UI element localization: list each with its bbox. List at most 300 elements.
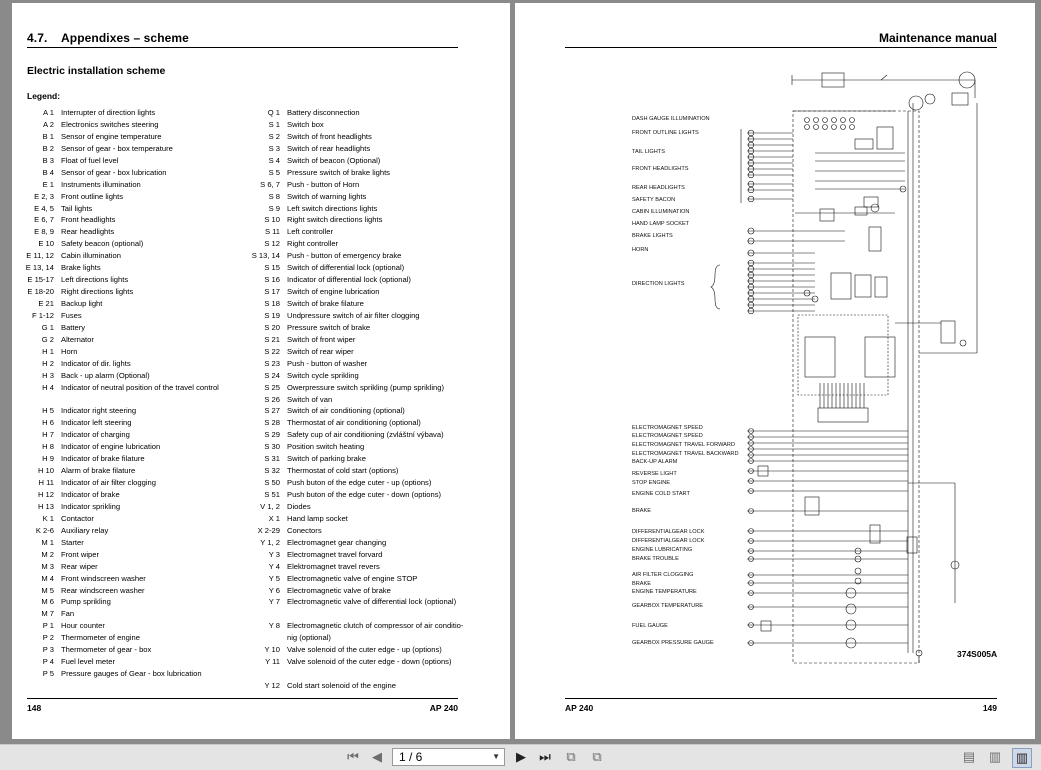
legend-code: Y 11 (265, 657, 280, 667)
legend-description: Front headlights (61, 215, 116, 225)
legend-code: P 5 (42, 669, 54, 679)
legend-description: Hour counter (61, 621, 105, 631)
schematic-label: BRAKE TROUBLE (632, 556, 679, 562)
legend-code: Y 12 (264, 681, 280, 691)
legend-item (242, 250, 402, 262)
legend-item (12, 179, 141, 191)
schematic-label: ENGINE TEMPERATURE (632, 589, 697, 595)
legend-code: Q 1 (267, 108, 280, 117)
legend-description: Front outline lights (61, 191, 124, 201)
legend-item (12, 513, 94, 525)
legend-code: S 13, 14 (251, 251, 280, 261)
continuous-view-icon[interactable]: ▥ (988, 749, 1002, 764)
legend-code: E 21 (38, 299, 54, 308)
legend-item (242, 513, 348, 525)
legend-item (12, 298, 103, 310)
legend-code: H 11 (38, 478, 54, 488)
legend-code: H 7 (42, 430, 54, 440)
copy-icon[interactable]: ⧉ (592, 749, 602, 764)
legend-description: Right controller (287, 239, 339, 249)
legend-description: Tail lights (61, 203, 93, 213)
legend-description: Indicator of engine lubrication (61, 442, 161, 452)
legend-code: K 2-6 (35, 525, 54, 535)
section-title-text: Appendixes – scheme (61, 31, 189, 45)
two-page-view-icon[interactable]: ▥ (1012, 748, 1032, 768)
legend-code: Y 3 (268, 549, 280, 559)
legend-item (242, 286, 380, 298)
legend-code: E 4, 5 (34, 203, 54, 213)
legend-item (12, 214, 116, 226)
legend-code: S 18 (264, 299, 280, 308)
legend-item (12, 203, 93, 215)
legend-description: Owerpressure switch sprikling (pump sprikling) (287, 382, 444, 392)
subtitle: Electric installation scheme (27, 65, 166, 77)
legend-code: X 2-29 (257, 525, 280, 535)
legend-code: Y 1, 2 (260, 537, 280, 547)
legend-description: Electromagnetic clutch of compressor of air conditio-nig (optional) (287, 621, 464, 643)
legend-item (242, 322, 371, 334)
legend-code: S 11 (264, 227, 280, 237)
legend-code: S 8 (268, 191, 280, 201)
legend-description: Rear wiper (61, 561, 98, 571)
legend-item (12, 453, 145, 465)
legend-item (242, 203, 378, 215)
legend-item (242, 656, 452, 680)
rotate-icon[interactable]: ⧉ (566, 749, 576, 764)
schematic-label: HORN (632, 247, 649, 253)
legend-code: S 9 (268, 203, 280, 213)
legend-code: P 1 (42, 621, 54, 631)
legend-description: Indicator of dir. lights (61, 358, 131, 368)
legend-item (242, 417, 421, 429)
legend-code: S 17 (264, 287, 280, 297)
legend-code: S 2 (268, 131, 280, 141)
legend-code: S 6, 7 (260, 179, 280, 189)
legend-item (12, 585, 145, 597)
legend-description: Valve solenoid of the cuter edge - up (options) (287, 645, 442, 655)
legend-code: S 32 (264, 466, 280, 476)
legend-item (242, 274, 411, 286)
legend-code: S 12 (264, 239, 280, 249)
schematic-label: BRAKE (632, 581, 651, 587)
legend-item (242, 143, 371, 155)
legend-code: S 21 (264, 334, 280, 344)
last-page-icon[interactable]: ⏭ (539, 749, 551, 764)
legend-description: Float of fuel level (61, 155, 119, 165)
legend-item (12, 441, 161, 453)
section-number: 4.7. (27, 31, 48, 45)
legend-description: Valve solenoid of the cuter edge - down (options) (287, 657, 452, 667)
legend-description: Safety cup of air conditioning (zvláštní výbava) (287, 430, 444, 440)
right-page (515, 3, 1035, 739)
legend-item (12, 465, 136, 477)
legend-item (12, 382, 219, 406)
legend-description: Switch of beacon (Optional) (287, 155, 381, 165)
legend-item (12, 346, 78, 358)
legend-item (12, 286, 134, 298)
legend-item (12, 310, 82, 322)
legend-description: Pressure switch of brake lights (287, 167, 390, 177)
legend-description: Electromagnetic valve of engine STOP (287, 573, 418, 583)
legend-code: H 6 (42, 418, 54, 428)
legend-description: Interrupter of direction lights (61, 108, 156, 117)
figure-reference: 374S005A (957, 649, 998, 659)
legend-description: Safety beacon (optional) (61, 239, 144, 249)
legend-item (242, 298, 364, 310)
legend-code: Y 8 (268, 621, 280, 631)
legend-item (12, 489, 120, 501)
legend-code: S 5 (268, 167, 280, 177)
legend-description: Fuel level meter (61, 657, 116, 667)
legend-item (12, 107, 156, 119)
legend-item (242, 489, 442, 501)
legend-description: Push buton of the edge cuter - down (options) (287, 490, 442, 499)
schematic-label: DASH GAUGE ILLUMINATION (632, 116, 710, 122)
legend-code: Y 7 (268, 597, 280, 607)
legend-item (242, 191, 367, 203)
legend-code: A 2 (43, 119, 54, 129)
legend-description: Front wiper (61, 549, 99, 559)
legend-code: X 1 (268, 513, 280, 523)
legend-item (12, 226, 115, 238)
legend-code: E 8, 9 (34, 227, 54, 237)
legend-code: S 4 (268, 155, 280, 165)
legend-code: E 18-20 (27, 287, 54, 297)
legend-description: Front windscreen washer (61, 573, 146, 583)
legend-description: Pressure gauges of Gear - box lubrication (61, 669, 202, 679)
legend-description: Sensor of gear - box temperature (61, 143, 173, 153)
legend-item (12, 370, 150, 382)
legend-code: E 15-17 (27, 275, 54, 285)
legend-item (12, 417, 132, 429)
legend-item (12, 191, 124, 203)
legend-description: Battery disconnection (287, 108, 360, 117)
legend-code: S 29 (264, 430, 280, 440)
legend-code: H 2 (42, 358, 54, 368)
legend-code: M 7 (41, 609, 54, 619)
legend-item (242, 370, 359, 382)
legend-item (12, 501, 121, 513)
schematic-label: BACK-UP ALARM (632, 459, 678, 465)
legend-description: Indicator of brake filature (61, 454, 145, 464)
legend-item (12, 668, 202, 680)
legend-description: Thermometer of engine (61, 633, 140, 643)
legend-item (12, 561, 98, 573)
legend-code: F 1-12 (32, 310, 54, 320)
legend-description: Undpressure switch of air filter clogging (287, 310, 420, 320)
legend-description: Cold start solenoid of the engine (287, 681, 396, 691)
legend-code: H 12 (37, 490, 54, 500)
legend-item (12, 334, 94, 346)
legend-item (242, 596, 457, 620)
legend-item (12, 238, 144, 250)
legend-description: Switch of differential lock (optional) (287, 263, 405, 273)
legend-code: H 1 (42, 346, 54, 356)
legend-item (12, 608, 75, 620)
legend-item (242, 525, 322, 537)
legend-description: Alternator (61, 334, 94, 344)
legend-description: Switch of parking brake (287, 454, 366, 464)
schematic-label: ELECTROMAGNET SPEED (632, 433, 703, 439)
legend-description: Switch box (287, 119, 324, 129)
viewer-toolbar (0, 744, 1041, 770)
legend-item (242, 465, 399, 477)
legend-code: S 30 (264, 442, 280, 452)
legend-description: Electromagnet travel forvard (287, 549, 383, 559)
header-rule (27, 47, 458, 48)
legend-column-right (242, 107, 464, 692)
page-number-right: 149 (982, 703, 997, 713)
legend-item (12, 143, 173, 155)
legend-description: Contactor (61, 513, 94, 523)
legend-description: Electromagnetic valve of differential lock (optional) (287, 597, 457, 607)
legend-code: S 16 (264, 275, 280, 285)
legend-description: Indicator of charging (61, 430, 130, 440)
legend-item (12, 131, 162, 143)
legend-item (242, 573, 418, 585)
legend-code: Y 4 (268, 561, 280, 571)
legend-code: B 1 (42, 131, 54, 141)
legend-code: S 23 (264, 358, 280, 368)
legend-item (242, 620, 464, 644)
legend-code: B 4 (42, 167, 54, 177)
left-page (12, 3, 510, 739)
legend-code: P 4 (42, 657, 54, 667)
legend-code: H 10 (37, 466, 54, 476)
legend-item (12, 656, 116, 668)
legend-description: Switch of brake filature (287, 299, 364, 308)
legend-item (242, 262, 405, 274)
legend-item (12, 274, 129, 286)
legend-description: Fuses (61, 310, 82, 320)
legend-code: M 1 (41, 537, 54, 547)
footer-rule-right (565, 698, 997, 699)
legend-item (12, 167, 167, 179)
legend-item (12, 250, 121, 262)
legend-code: G 2 (41, 334, 54, 344)
legend-description: Thermostat of air conditioning (optional) (287, 418, 421, 428)
legend-code: M 2 (41, 549, 54, 559)
legend-item (12, 525, 109, 537)
page-number-left: 148 (27, 703, 42, 713)
legend-item (242, 549, 383, 561)
legend-item (12, 322, 86, 334)
schematic-label: FRONT OUTLINE LIGHTS (632, 130, 699, 136)
schematic-label: FUEL GAUGE (632, 623, 668, 629)
legend-description: Battery (61, 322, 86, 332)
legend-code: S 31 (264, 454, 280, 464)
legend-code: S 50 (264, 478, 280, 488)
legend-code: K 1 (42, 513, 54, 523)
legend-code: H 8 (42, 442, 54, 452)
legend-description: Diodes (287, 501, 311, 511)
legend-description: Switch of front wiper (287, 334, 356, 344)
legend-description: Indicator of air filter clogging (61, 478, 156, 488)
schematic-label: GEARBOX TEMPERATURE (632, 603, 703, 609)
legend-title: Legend: (27, 91, 61, 101)
schematic-label: STOP ENGINE (632, 480, 671, 486)
legend-description: Rear headlights (61, 227, 115, 237)
schematic-label: SAFETY BACON (632, 197, 676, 203)
legend-description: Switch of warning lights (287, 191, 367, 201)
schematic-label: CABIN ILLUMINATION (632, 209, 690, 215)
legend-description: Switch of engine lubrication (287, 287, 380, 297)
legend-item (242, 680, 396, 692)
legend-item (12, 549, 99, 561)
legend-code: Y 6 (268, 585, 280, 595)
legend-item (242, 429, 444, 441)
legend-code: H 5 (42, 406, 54, 416)
schematic-label: ELECTROMAGNET TRAVEL FORWARD (632, 442, 735, 448)
legend-code: S 27 (264, 406, 280, 416)
legend-item (12, 477, 156, 489)
legend-item (12, 429, 130, 441)
legend-column-left (12, 107, 219, 680)
schematic-label: ENGINE COLD START (632, 491, 690, 497)
legend-description: Switch cycle sprikling (287, 370, 359, 380)
legend-description: Electromagnetic valve of brake (287, 585, 391, 595)
legend-code: S 3 (268, 143, 280, 153)
legend-description: Indicator right steering (61, 406, 137, 416)
legend-item (242, 346, 354, 358)
single-page-view-icon[interactable]: ▤ (962, 749, 976, 764)
legend-description: Thermostat of cold start (options) (287, 466, 399, 476)
legend-item (242, 238, 339, 250)
legend-code: G 1 (41, 322, 54, 332)
legend-description: Horn (61, 346, 78, 356)
legend-code: E 11, 12 (26, 251, 54, 261)
schematic-label: HAND LAMP SOCKET (632, 221, 690, 227)
legend-description: Push - button of emergency brake (287, 251, 402, 261)
next-page-icon[interactable]: ▶ (516, 749, 526, 764)
legend-code: E 1 (42, 179, 54, 189)
legend-description: Switch of rear wiper (287, 346, 354, 356)
schematic-label: BRAKE (632, 508, 651, 514)
legend-description: Sensor of gear - box lubrication (61, 167, 167, 177)
legend-code: B 3 (42, 155, 54, 165)
page-selector[interactable] (392, 748, 505, 766)
header-title: Maintenance manual (878, 31, 997, 45)
schematic-label: DIFFERENTIALGEAR LOCK (632, 529, 705, 535)
legend-description: Hand lamp socket (287, 513, 348, 523)
legend-description: Alarm of brake filature (61, 466, 136, 476)
electric-schematic (515, 3, 1035, 693)
legend-description: Electromagnet gear changing (287, 537, 387, 547)
legend-item (12, 119, 159, 131)
model-right: AP 240 (565, 703, 594, 713)
legend-item (242, 310, 420, 322)
legend-description: Cabin illumination (61, 251, 121, 261)
legend-description: Thermometer of gear - box (61, 645, 152, 655)
legend-description: Rear windscreen washer (61, 585, 145, 595)
legend-description: Push - button of Horn (287, 179, 360, 189)
legend-code: Y 5 (268, 573, 280, 583)
schematic-label: REAR HEADLIGHTS (632, 185, 685, 191)
legend-code: M 3 (41, 561, 54, 571)
legend-code: A 1 (43, 108, 54, 117)
schematic-label: ELECTROMAGNET SPEED (632, 425, 703, 431)
schematic-label: FRONT HEADLIGHTS (632, 166, 689, 172)
legend-code: S 15 (264, 263, 280, 273)
legend-description: Sensor of engine temperature (61, 131, 162, 141)
legend-description: Electronics switches steering (61, 119, 159, 129)
legend-code: M 4 (41, 573, 54, 583)
legend-item (242, 226, 334, 238)
legend-description: Right directions lights (61, 287, 134, 297)
legend-description: Indicator of differential lock (optional) (287, 275, 411, 285)
legend-code: S 51 (264, 490, 280, 499)
schematic-label: DIFFERENTIALGEAR LOCK (632, 538, 705, 544)
legend-code: E 13, 14 (25, 263, 54, 273)
legend-item (12, 155, 119, 167)
legend-code: H 3 (42, 370, 54, 380)
legend-item (12, 537, 84, 549)
legend-code: H 13 (37, 501, 54, 511)
legend-code: S 24 (264, 370, 280, 380)
legend-item (12, 573, 146, 585)
prev-page-icon[interactable]: ◀ (372, 749, 382, 764)
legend-item (12, 644, 152, 656)
legend-description: Switch of air conditioning (optional) (287, 406, 405, 416)
schematic-label: ELECTROMAGNET TRAVEL BACKWARD (632, 451, 739, 457)
legend-item (242, 405, 405, 417)
legend-item (12, 620, 105, 632)
legend-description: Indicator of neutral position of the travel control (61, 382, 219, 392)
schematic-label: ENGINE LUBRICATING (632, 547, 693, 553)
legend-code: S 26 (264, 394, 280, 404)
legend-code: S 10 (264, 215, 280, 225)
legend-code: H 4 (42, 382, 54, 392)
legend-item (242, 119, 324, 131)
legend-code: M 6 (41, 597, 54, 607)
legend-code: B 2 (42, 143, 54, 153)
schematic-label: BRAKE LIGHTS (632, 233, 673, 239)
legend-item (12, 358, 131, 370)
legend-description: Switch of rear headlights (287, 143, 371, 153)
legend-description: Right switch directions lights (287, 215, 383, 225)
legend-item (242, 561, 380, 573)
legend-description: Indicator of brake (61, 490, 120, 500)
legend-code: S 1 (268, 119, 280, 129)
legend-item (12, 262, 101, 274)
legend-item (242, 167, 390, 179)
schematic-label: REVERSE LIGHT (632, 471, 677, 477)
legend-item (242, 179, 360, 191)
legend-description: Pressure switch of brake (287, 322, 371, 332)
legend-code: V 1, 2 (260, 501, 280, 511)
legend-description: Backup light (61, 299, 103, 308)
schematic-labels (632, 116, 739, 646)
legend-item (242, 107, 360, 119)
legend-item (242, 477, 432, 489)
legend-item (12, 405, 137, 417)
legend-description: Left controller (287, 227, 334, 237)
section-title (27, 31, 189, 45)
first-page-icon[interactable]: ⏮ (347, 749, 359, 764)
legend-description: Elektromagnet travel revers (287, 561, 380, 571)
legend-code: S 19 (264, 310, 280, 320)
schematic-wiring (711, 72, 977, 663)
schematic-label: AIR FILTER CLOGGING (632, 572, 694, 578)
schematic-label: TAIL LIGHTS (632, 149, 665, 155)
legend-description: Pump sprikling (61, 597, 111, 607)
legend-item (242, 441, 365, 453)
legend-code: S 28 (264, 418, 280, 428)
legend-description: Indicator sprikling (61, 501, 121, 511)
legend-item (242, 214, 383, 226)
legend-item (12, 632, 140, 644)
legend-code: Y 10 (264, 645, 280, 655)
